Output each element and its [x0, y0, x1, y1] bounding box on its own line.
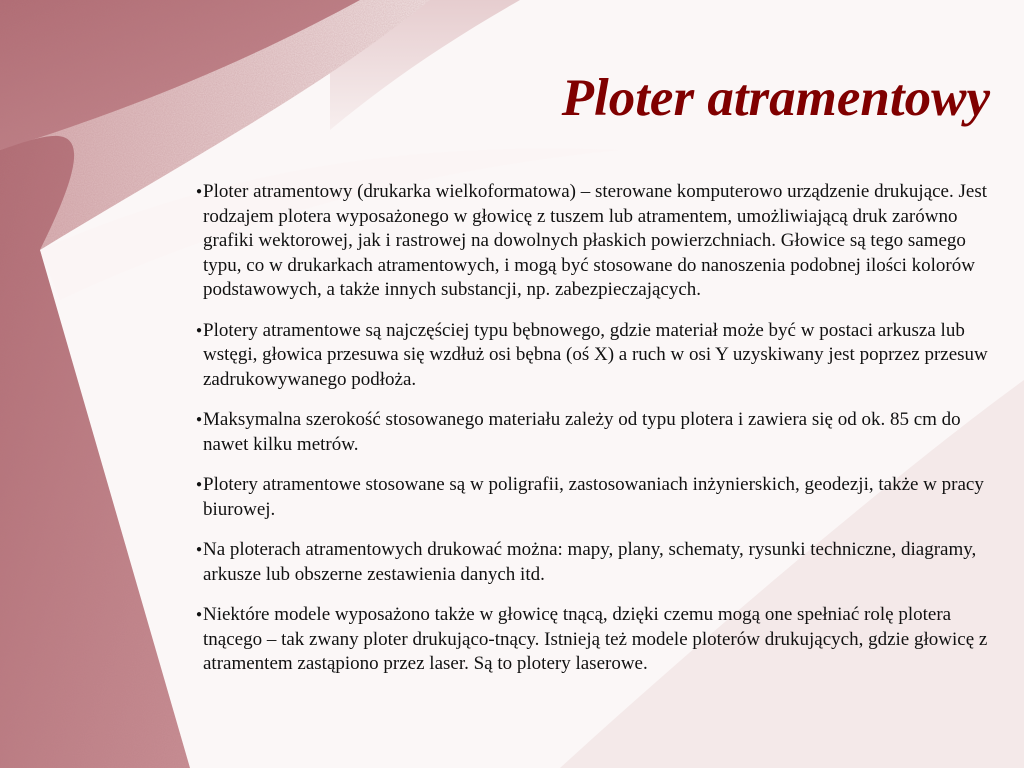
paragraph-text: Ploter atramentowy (drukarka wielkoformatowa) – sterowane komputerowo urządzenie drukujące. Jest rodzajem plotera wyposażonego w głowicę z tuszem lub atramentem, umożliwiającą druk zarówno grafiki wektorowej, jak i rastrowej na dowolnych płaskich powierzchniach. Głowice są tego samego typu, co w drukarkach atramentowych, i mogą być stosowane do nanoszenia podobnej ilości kolorów podstawowych, a także innych substancji, np. zabezpieczających.	[203, 181, 987, 300]
bullet-paragraph	[196, 538, 996, 587]
bullet-dot-icon: ●	[196, 609, 203, 620]
bullet-dot-icon: ●	[196, 186, 203, 197]
paragraph-text: Maksymalna szerokość stosowanego materiału zależy od typu plotera i zawiera się od ok. 85 cm do nawet kilku metrów.	[203, 409, 961, 455]
bullet-paragraph	[196, 180, 996, 303]
bullet-dot-icon: ●	[196, 324, 203, 336]
bullet-paragraph	[196, 473, 996, 522]
bullet-paragraph	[196, 319, 996, 393]
paragraph-text: Plotery atramentowe są najczęściej typu bębnowego, gdzie materiał może być w postaci arkusza lub wstęgi, głowica przesuwa się wzdłuż osi bębna (oś X) a ruch w osi Y uzyskiwany jest poprzez przesuw zadrukowywanego podłoża.	[203, 319, 988, 390]
slide-title: Ploter atramentowy	[561, 69, 990, 127]
bullet-dot-icon: ●	[196, 414, 203, 425]
slide-body	[196, 180, 996, 693]
paragraph-text: Na ploterach atramentowych drukować można: mapy, plany, schematy, rysunki techniczne, diagramy, arkusze lub obszerne zestawienia danych itd.	[203, 539, 977, 585]
paragraph-text: Niektóre modele wyposażono także w głowicę tnącą, dzięki czemu mogą one spełniać rolę plotera tnącego – tak zwany ploter drukująco-tnący. Istnieją też modele ploterów drukujących, gdzie głowicę z atramentem zastąpiono przez laser. Są to plotery laserowe.	[203, 604, 988, 674]
bullet-paragraph	[196, 408, 996, 457]
bullet-dot-icon: ●	[196, 479, 203, 490]
bullet-dot-icon: ●	[196, 544, 203, 555]
paragraph-text: Plotery atramentowe stosowane są w poligrafii, zastosowaniach inżynierskich, geodezji, także w pracy biurowej.	[203, 474, 984, 520]
bullet-paragraph	[196, 603, 996, 677]
